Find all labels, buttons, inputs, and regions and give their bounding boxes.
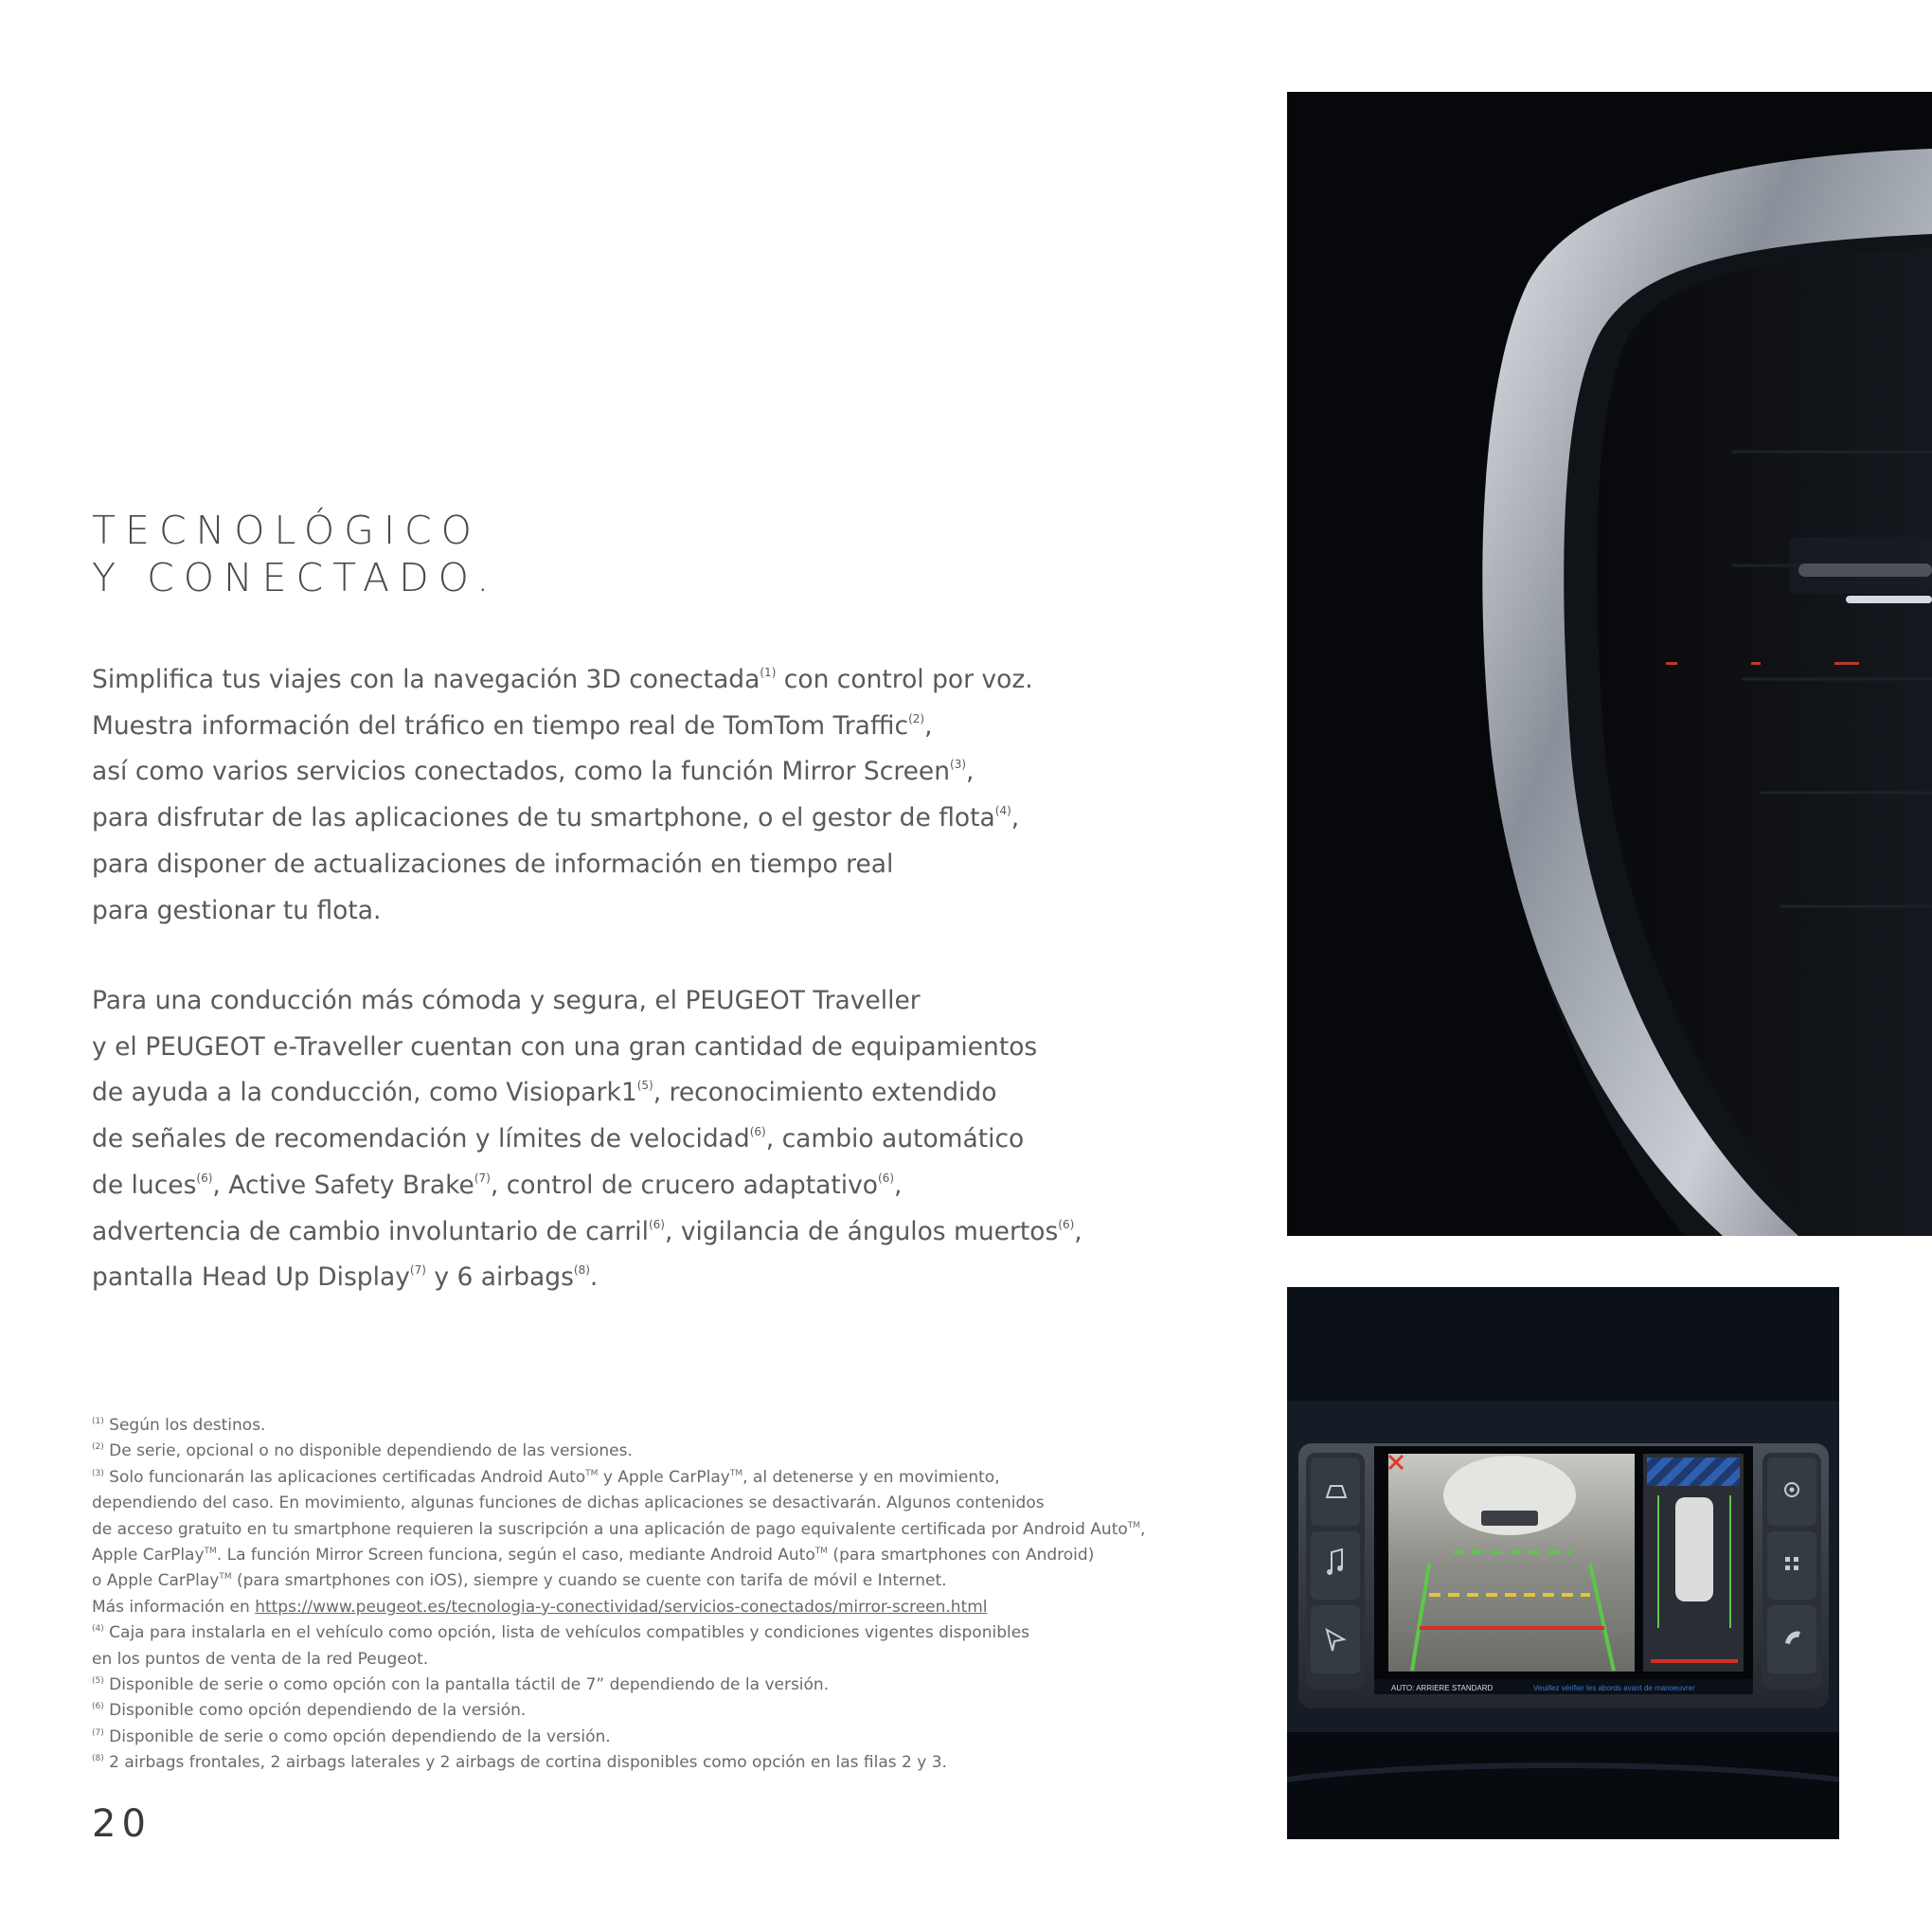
para2-line: Para una conducción más cómoda y segura, el PEUGEOT Traveller (92, 986, 921, 1015)
footnote-3: $^{(3)}$ Solo funcionarán las aplicaciones certificadas Android Auto™ y Apple CarPlay™, al detenerse y en movimiento, (92, 1467, 1000, 1487)
para2-line: de señales de recomendación y límites de velocidad$^{(6)}$, cambio automático (92, 1124, 1025, 1154)
para1-line: para disfrutar de las aplicaciones de tu smartphone, o el gestor de flota$^{(4)}$, (92, 803, 1020, 833)
touchscreen-photo (1287, 1287, 1839, 1839)
air-vent-illustration (1287, 92, 1932, 1236)
para2-line: y el PEUGEOT e-Traveller cuentan con una gran cantidad de equipamientos (92, 1031, 1038, 1062)
para1-line: Simplifica tus viajes con la navegación 3D conectada$^{(1)}$ con control por voz. (92, 665, 1033, 694)
apps-grid-icon[interactable] (1767, 1531, 1816, 1600)
footnote-4-cont: en los puntos de venta de la red Peugeot. (92, 1649, 429, 1669)
para1-line: para disponer de actualizaciones de información en tiempo real (92, 849, 894, 879)
para1-line: para gestionar tu flota. (92, 895, 382, 925)
para2-line: de luces$^{(6)}$, Active Safety Brake$^{(7)}$, control de crucero adaptativo$^{(6)}$, (92, 1170, 903, 1200)
footnote-5: $^{(5)}$ Disponible de serie o como opción con la pantalla táctil de 7” dependiendo de la versión. (92, 1675, 830, 1695)
footnote-1: $^{(1)}$ Según los destinos. (92, 1416, 266, 1435)
connectivity-paragraph (92, 657, 1033, 934)
footnote-3-cont: de acceso gratuito en tu smartphone requieren la suscripción a una aplicación de pago equivalente certificada por Android Auto™, (92, 1519, 1146, 1539)
mirror-screen-link[interactable]: https://www.peugeot.es/tecnologia-y-conectividad/servicios-conectados/mirror-screen.html (255, 1597, 988, 1617)
navigation-arrow-icon[interactable] (1311, 1605, 1360, 1673)
para1-line: Muestra información del tráfico en tiempo real de TomTom Traffic$^{(2)}$, (92, 710, 933, 741)
footnote-3-cont: dependiendo del caso. En movimiento, algunas funciones de dichas aplicaciones se desactivarán. Algunos contenidos (92, 1494, 1045, 1513)
right-button-panel (1762, 1453, 1821, 1690)
page-number: 20 (92, 1802, 152, 1846)
settings-gear-icon[interactable] (1767, 1458, 1816, 1526)
title-line-2: Y CONECTADO. (92, 555, 499, 600)
footnotes (92, 1413, 1145, 1777)
phone-icon[interactable] (1767, 1605, 1816, 1673)
footnote-8: $^{(8)}$ 2 airbags frontales, 2 airbags laterales y 2 airbags de cortina disponibles como opción en las filas 2 y 3. (92, 1753, 947, 1773)
screen-status-left: AUTO: ARRIERE STANDARD (1391, 1684, 1494, 1692)
left-button-panel (1306, 1453, 1365, 1690)
music-note-icon[interactable] (1311, 1531, 1360, 1600)
section-title (92, 507, 498, 601)
footnote-3-cont: o Apple CarPlay™ (para smartphones con iOS), siempre y cuando se cuente con tarifa de móvil e Internet. (92, 1571, 947, 1591)
footnote-7: $^{(7)}$ Disponible de serie o como opción dependiendo de la versión. (92, 1726, 611, 1746)
car-icon[interactable] (1311, 1458, 1360, 1526)
footnote-2: $^{(2)}$ De serie, opcional o no disponible dependiendo de las versiones. (92, 1441, 633, 1461)
touchscreen-illustration (1287, 1287, 1839, 1839)
footnote-4: $^{(4)}$ Caja para instalarla en el vehículo como opción, lista de vehículos compatibles y condiciones vigentes disponibles (92, 1623, 1030, 1643)
para1-line: así como varios servicios conectados, como la función Mirror Screen$^{(3)}$, (92, 757, 975, 787)
footnote-3-cont: Más información en https://www.peugeot.es/tecnologia-y-conectividad/servicios-conectados/mirror-screen.html (92, 1597, 988, 1617)
footnote-6: $^{(6)}$ Disponible como opción dependiendo de la versión. (92, 1701, 527, 1721)
screen-status-right: Veuillez vérifier les abords avant de manoeuvrer (1533, 1684, 1695, 1692)
para2-line: de ayuda a la conducción, como Visiopark1$^{(5)}$, reconocimiento extendido (92, 1078, 997, 1108)
title-line-1: TECNOLÓGICO (92, 508, 481, 553)
para2-line: advertencia de cambio involuntario de carril$^{(6)}$, vigilancia de ángulos muertos$^{(6)}$, (92, 1216, 1082, 1246)
footnote-3-cont: Apple CarPlay™. La función Mirror Screen funciona, según el caso, mediante Android Auto™ (para smartphones con Android) (92, 1546, 1095, 1565)
para2-line: pantalla Head Up Display$^{(7)}$ y 6 airbags$^{(8)}$. (92, 1262, 599, 1293)
air-vent-photo (1287, 92, 1932, 1236)
driving-assist-paragraph (92, 978, 1082, 1301)
